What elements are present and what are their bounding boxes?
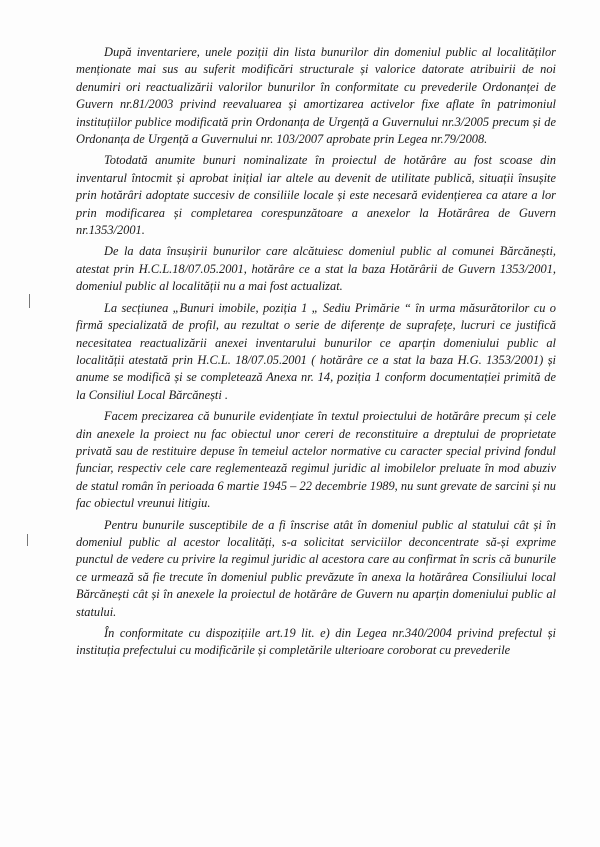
paragraph-inventory-changes: După inventariere, unele poziții din lista bunurilor din domeniul public al localităților menționate mai sus au suferit modificări structurale și valorice datorate atribuirii de noi denumiri ori reactualizării valorilor bunurilor în conformitate cu prevederile Ordonanței de Guvern nr.81/2003 privind reevaluarea și amortizarea activelor fixe aflate în patrimoniul instituțiilor publice modificată prin Ordonanța de Urgență a Guvernului nr.3/2005 precum și de Ordonanța de Urgență a Guvernului nr. 103/2007 aprobate prin Legea nr.79/2008. [76,45,556,147]
margin-mark [27,534,28,546]
paragraph-town-hall-section: La secțiunea „Bunuri imobile, poziția 1 „ Sediu Primărie “ în urma măsurătorilor cu o firmă specializată de profil, au rezultat o serie de diferențe de suprafețe, lucruri ce justifică necesitatea reactualizării anexei inventarului bunurilor ce aparțin domeniului public al localității atestată prin H.C.L. 18/07.05.2001 ( hotărâre ce a stat la baza H.G. 1353/2001) și anume se modifică și se completează Anexa nr. 14, poziția 1 conform documentației primită de la Consiliul Local Bărcănești . [76,300,556,402]
paragraph-legal-basis: În conformitate cu dispozițiile art.19 lit. e) din Legea nr.340/2004 privind prefectul și instituția prefectului cu modificările și completările ulterioare coroborat cu prevederile [76,626,556,658]
paragraph-removed-assets: Totodată anumite bunuri nominalizate în proiectul de hotărâre au fost scoase din inventarul întocmit și aprobat inițial iar altele au devenit de utilitate publică, situații însușite prin hotărâri adoptate succesiv de consiliile locale și este necesară evidențierea ca atare a lor prin modificarea și completarea corespunzătoare a anexelor la Hotărârea de Guvern nr.1353/2001. [76,153,556,238]
paragraph-state-domain: Pentru bunurile susceptibile de a fi înscrise atât în domeniul public al statului cât și în domeniul public al acestor localități, s-a solicitat serviciilor deconcentrate să-și exprime punctul de vedere cu privire la regimul juridic al acestora care au confirmat în scris că bunurile ce urmează să fie trecute în domeniul public prevăzute în anexa la hotărârea Consiliului local Bărcănești cât și în anexele la proiectul de hotărâre de Guvern nu aparțin domeniului public al statului. [76,517,556,619]
document-body [76,44,556,663]
paragraph-no-claims: Facem precizarea că bunurile evidențiate în textul proiectului de hotărâre precum și cele din anexele la proiect nu fac obiectul unor cereri de reconstituire a dreptului de proprietate privată sau de restituire depuse în temeiul actelor normative cu caracter special privind fondul funciar, respectiv cele care reglementează regimul juridic al imobilelor preluate în mod abuziv de statul român în perioada 6 martie 1945 – 22 decembrie 1989, nu sunt grevate de sarcini și nu fac obiectul vreunui litigiu. [76,409,556,511]
paragraph-public-domain-not-updated: De la data însușirii bunurilor care alcătuiesc domeniul public al comunei Bărcănești, atestat prin H.C.L.18/07.05.2001, hotărâre ce a stat la baza Hotărârii de Guvern 1353/2001, domeniul public al localității nu a mai fost actualizat. [76,244,556,294]
margin-mark [29,294,30,308]
